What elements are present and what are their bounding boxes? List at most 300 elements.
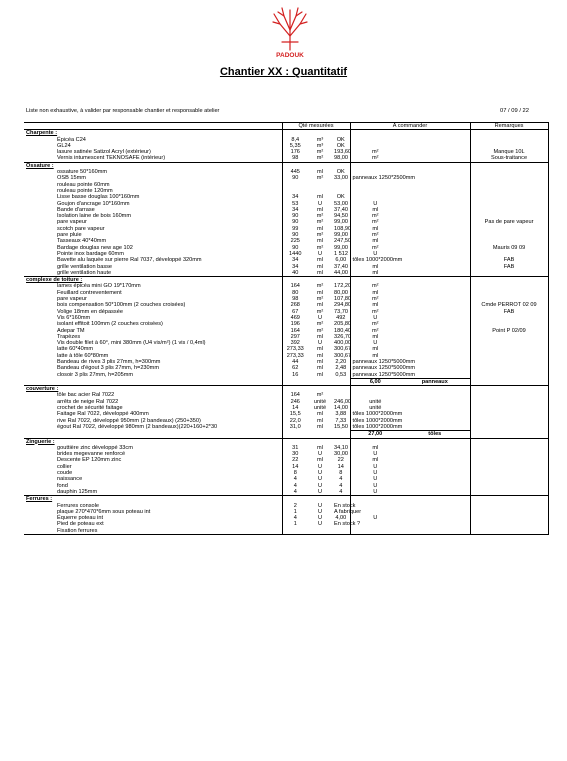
qty-unit: ml [317,457,323,464]
item-label: Bavette alu laquée sur pierre Ral 7037, développé 320mm [57,257,202,264]
order-value: tôles 1000*2000mm [350,418,400,424]
qty-unit: ml [317,358,323,365]
qty-value: 15,5 [282,411,308,417]
item-label: Fixation ferrures [24,528,282,535]
item-label: latte 60*40mm [57,346,94,353]
qty-unit: U [317,314,323,321]
order-unit [400,424,470,431]
table-row [24,372,548,379]
item-label: Goujon d'ancrage 10*160mm [57,200,130,207]
qty-extra: 326,70 [334,333,352,340]
qty-unit [308,528,332,535]
qty-unit: unité [313,398,327,405]
qty-unit: ml [317,365,323,372]
table-header [24,123,548,130]
qty-unit: m² [316,308,324,315]
qty-unit: U [317,488,323,495]
order-value: m² [350,219,400,225]
remark [470,270,548,277]
qty-unit: m² [316,296,324,303]
remark: FAB [470,309,548,315]
qty-extra: 193,60 [334,149,352,156]
qty-unit: U [317,508,323,515]
qty-value: 53 [282,201,308,207]
order-value: ml [350,270,400,277]
item-label: gouttière zinc développé 33cm [57,444,133,451]
section-title: Ossature : [24,162,282,169]
order-value: m² [350,321,400,327]
order-value: U [350,483,400,489]
qty-extra: 247,50 [334,238,352,245]
total-row [24,431,548,438]
qty-extra: 14,00 [334,405,348,412]
qty-value: 34 [282,257,308,263]
qty-extra: 492 [336,314,346,321]
qty-value: 225 [282,238,308,244]
section-header [24,162,548,169]
qty-value: 80 [282,290,308,296]
qty-unit: U [317,521,323,528]
item-label: Pointe inox bardage 60mm [57,250,124,257]
order-value: unité [350,399,400,405]
item-label: Volige 18mm en dépassée [57,308,123,315]
order-value: U [350,470,400,476]
item-label: rouleau pointe 60mm [57,181,110,188]
total-value: 6,00 [350,378,400,385]
item-label: GL24 [57,142,71,149]
qty-value: 196 [282,321,308,327]
qty-value: 164 [282,328,308,334]
order-value: tôles 1000*2000mm [350,257,400,263]
order-value: panneaux 1250*2500mm [350,175,400,181]
qty-extra: OK [336,136,345,143]
qty-value: 246 [282,399,308,405]
section-header [24,277,548,284]
qty-value: 99 [282,226,308,232]
table-row [24,528,548,535]
item-label: dauphin 125mm [57,488,98,495]
item-label: Vis 6*160mm [57,314,91,321]
qty-value: 14 [282,405,308,411]
qty-value: 1 [282,509,308,515]
qty-value: 164 [282,283,308,289]
qty-value: 8 [282,470,308,476]
qty-extra: OK [336,194,345,201]
remark [470,528,548,535]
qty-unit: U [317,502,323,509]
qty-unit: unité [313,405,327,412]
total-unit: tôles [400,431,470,438]
qty-value: 90 [282,213,308,219]
table-row [24,155,548,162]
header-order: A commander [350,123,470,130]
qty-value: 90 [282,232,308,238]
remark [470,424,548,431]
qty-extra: 99,00 [334,219,348,226]
date-text: 07 / 09 / 22 [500,108,530,114]
item-label: Tasseaux 40*40mm [57,238,107,245]
item-label: Bande d'arrase [57,206,95,213]
qty-unit: m² [316,213,324,220]
qty-value: 34 [282,194,308,200]
qty-extra: 108,90 [334,225,352,232]
qty-unit: m² [316,283,324,290]
item-label: Vernis intumescent TEKNOSAFE (intérieur) [57,155,166,162]
qty-unit: U [317,515,323,522]
qty-extra: 246,00 [334,398,352,405]
section-title: Charpente : [24,130,282,137]
qty-value: 16 [282,372,308,379]
qty-extra: 180,40 [334,327,352,334]
qty-value: 4 [282,489,308,496]
item-label: latte à tôle 60*80mm [57,352,109,359]
qty-value: 1440 [282,251,308,257]
order-value: ml [350,334,400,340]
qty-extra: 4 [339,476,343,483]
qty-value: 90 [282,245,308,251]
remark: Mauris 09 09 [470,245,548,251]
qty-unit: U [317,451,323,458]
qty-extra: 44,00 [334,269,348,276]
qty-unit: ml [317,269,323,276]
qty-value: 90 [282,219,308,225]
qty-value: 22,0 [282,418,308,424]
remark [470,372,548,379]
qty-unit: ml [317,417,323,424]
order-value: m² [350,328,400,334]
qty-value: 98 [282,296,308,302]
qty-value: 469 [282,315,308,321]
item-label: naissance [57,476,83,483]
qty-value: 62 [282,365,308,371]
qty-unit: ml [317,238,323,245]
order-value: panneaux 1250*5000mm [350,359,400,365]
order-value: U [350,315,400,321]
section-title: couverture : [24,386,282,393]
remark: FAB [470,257,548,263]
order-value: ml [350,207,400,213]
qty-extra: 4 [339,482,343,489]
order-value: U [350,476,400,482]
qty-extra: 205,80 [334,321,352,328]
qty-unit: ml [317,302,323,309]
order-value: U [350,451,400,457]
qty-unit: m³ [316,136,324,143]
item-label: Équerre poteau int [57,515,104,522]
qty-extra: 0,53 [335,371,347,378]
order-value: m² [350,245,400,251]
order-value: ml [350,457,400,463]
order-unit [400,270,470,277]
qty-extra: 80,00 [334,289,348,296]
qty-unit: ml [317,263,323,270]
section-header [24,438,548,445]
item-label: crochet de sécurité faitage [57,405,123,412]
qty-value: 5,35 [282,143,308,149]
qty-extra: 3,88 [335,411,347,418]
qty-unit: m² [316,321,324,328]
order-value: ml [350,353,400,359]
order-value: ml [350,445,400,451]
item-label: Lisse basse douglas 100*160mm [57,194,140,201]
qty-extra: 37,40 [334,206,348,213]
order-value: ml [350,226,400,232]
qty-extra: 53,00 [334,200,348,207]
padouk-logo [270,6,310,64]
order-unit [400,489,470,496]
qty-extra: 4 [339,488,343,495]
item-label: brides megevanne renforcé [57,451,126,458]
table-row [24,424,548,431]
qty-unit: m² [316,392,324,399]
qty-value: 2 [282,503,308,509]
item-label: Isolation laine de bois 160mm [57,213,132,220]
remark: Manque 10L [470,149,548,155]
qty-value: 297 [282,334,308,340]
qty-extra: 300,67 [334,346,352,353]
order-value: U [350,201,400,207]
qty-extra: 300,67 [334,352,352,359]
section-title: Ferrures : [24,496,282,503]
qty-extra: 400,00 [334,340,352,347]
order-value: m² [350,149,400,155]
item-label: pare vapeur [57,296,87,303]
item-label: grille ventilation haute [57,269,112,276]
item-label: collier [57,463,72,470]
item-label: Bardage douglas new age 102 [57,244,133,251]
qty-value: 31,0 [282,424,308,431]
qty-value: 273,33 [282,346,308,352]
order-value: U [350,489,400,496]
qty-value: 44 [282,359,308,365]
order-value: U [350,251,400,257]
qty-unit: ml [317,333,323,340]
order-value: U [350,340,400,346]
item-label: égout Ral 7022, développé 980mm (2 bandeaux)(220+160+2*30 [57,424,218,431]
item-label: isolant effitoit 100mm (2 couches croisées) [57,321,163,328]
qty-value: 67 [282,309,308,315]
remark: Point P 02/09 [470,328,548,334]
section-header [24,496,548,503]
order-value: m² [350,309,400,315]
order-value: m² [350,296,400,302]
qty-value: 30 [282,451,308,457]
item-label: ossature 50*160mm [57,169,108,176]
qty-unit: m² [316,232,324,239]
order-value: m² [350,213,400,219]
qty-unit: ml [317,225,323,232]
item-label: lasure satinée Satizol Acryl (extérieur) [57,149,151,156]
item-label: Bandeau de rives 3 plis 27mm, h=300mm [57,358,161,365]
item-label: pare vapeur [57,219,87,226]
order-value: tôles 1000*2000mm [350,411,400,417]
qty-unit: ml [317,411,323,418]
order-value: unité [350,405,400,411]
order-value: m² [350,283,400,289]
qty-unit: m² [316,219,324,226]
qty-extra: 15,50 [334,424,348,431]
qty-value: 22 [282,457,308,463]
order-value: ml [350,238,400,244]
qty-value: 4 [282,483,308,489]
total-value: 27,00 [350,431,400,438]
item-label: pare pluie [57,232,82,239]
qty-value: 4 [282,476,308,482]
qty-extra: 6,00 [335,257,347,264]
order-value: ml [350,290,400,296]
qty-value: 273,33 [282,353,308,359]
qty-unit: U [317,476,323,483]
qty-value: 164 [282,392,308,398]
qty-value: 268 [282,302,308,308]
qty-unit: m³ [316,142,324,149]
section-header [24,130,548,137]
section-title: Zinguerie : [24,438,282,445]
section-title: complexe de toiture : [24,277,282,284]
qty-unit: ml [317,257,323,264]
qty-extra: 294,80 [334,302,352,309]
qty-extra: 107,80 [334,296,352,303]
order-value: tôles 1000*2000mm [350,424,400,431]
remark: Cmde PERROT 02 09 [470,302,548,308]
header-remarks: Remarques [470,123,548,130]
qty-unit: m² [316,244,324,251]
remark: Pas de pare vapeur [470,219,548,225]
qty-value: 176 [282,149,308,155]
qty-extra: 7,33 [335,417,347,424]
item-label: arrêts de neige Ral 7022 [57,398,119,405]
order-value: panneaux 1250*5000mm [350,365,400,371]
item-label: closoir 3 plis 27mm, h=205mm [57,371,134,378]
qty-extra: 33,00 [334,175,348,182]
qty-extra: 8 [339,470,343,477]
qty-unit: U [317,250,323,257]
item-label: grille ventilation basse [57,263,113,270]
item-label: Feuillard contreventement [57,289,122,296]
qty-extra: 94,50 [334,213,348,220]
item-label: coude [57,470,73,477]
header-qty: Qté mesurées [282,123,350,130]
order-value: m² [350,155,400,162]
item-label: Bandeau d'égout 3 plis 27mm, h=230mm [57,365,159,372]
qty-unit: U [317,340,323,347]
qty-extra: 98,00 [334,155,348,162]
qty-unit: m² [316,149,324,156]
order-value: m² [350,232,400,238]
qty-unit: U [317,470,323,477]
qty-unit: m² [316,327,324,334]
qty-value: 445 [282,169,308,175]
total-row [24,378,548,385]
order-unit [400,528,470,535]
item-label: OSB 15mm [57,175,86,182]
qty-unit: ml [317,346,323,353]
section-header [24,386,548,393]
qty-unit: m² [316,155,324,162]
remark: Sous-traitance [470,155,548,162]
item-label: fond [57,482,68,489]
qty-extra: En stock [334,502,356,509]
qty-unit: ml [317,289,323,296]
order-value: U [350,464,400,470]
item-label: rive Ral 7022, développé 950mm (2 bandeaux) (250+350) [57,417,201,424]
qty-extra: 99,00 [334,232,348,239]
qty-extra: 1 512 [334,250,348,257]
note-text: Liste non exhaustive, à valider par responsable chantier et responsable atelier [26,108,220,114]
qty-value [282,528,308,535]
qty-unit: m² [316,175,324,182]
qty-unit: U [317,200,323,207]
order-value: ml [350,302,400,308]
order-value [350,528,400,535]
qty-extra: 2,20 [335,358,347,365]
item-label: Vis double filet à 60°, mini 380mm (U4 vis/m²) (1 vis / 0,4ml) [57,340,206,347]
qty-value: 34 [282,207,308,213]
item-label: bois compensation 50*100mm (2 couches croisées) [57,302,186,309]
qty-value: 40 [282,270,308,277]
qty-extra: 22 [337,457,344,464]
qty-unit: U [317,482,323,489]
qty-extra: 30,00 [334,451,348,458]
qty-unit: ml [317,206,323,213]
item-label: Adepar TM [57,327,85,334]
qty-extra: 14 [337,463,344,470]
qty-value: 90 [282,175,308,181]
qty-extra: OK [336,169,345,176]
qty-unit: ml [317,352,323,359]
qty-extra: OK [336,142,345,149]
qty-extra: 99,00 [334,244,348,251]
qty-extra: A fabriquer [334,508,362,515]
qty-value: 14 [282,464,308,470]
remark [470,489,548,496]
qty-extra [332,528,350,535]
item-label: plaque 270*470*6mm sous poteau int [57,508,151,515]
item-label: rouleau pointe 120mm [57,187,113,194]
qty-unit: ml [317,444,323,451]
qty-value: 34 [282,264,308,270]
item-label: Ferrures console [57,502,99,509]
qty-value: 4 [282,515,308,521]
quantity-table [24,122,549,535]
qty-unit: ml [317,424,323,431]
qty-unit: ml [317,371,323,378]
order-value: panneaux 1250*5000mm [350,372,400,379]
qty-extra: 34,10 [334,444,348,451]
order-value: ml [350,346,400,352]
order-value: U [350,515,400,521]
item-label: tôle bac acier Ral 7022 [57,392,115,399]
table-row [24,270,548,277]
total-unit: panneaux [400,378,470,385]
item-label: Pied de poteau ext [57,521,104,528]
qty-value: 98 [282,155,308,162]
table-row [24,489,548,496]
qty-extra: 172,20 [334,283,352,290]
item-label: Épicéa C24 [57,136,86,143]
qty-value: 8,4 [282,137,308,143]
qty-unit: U [317,463,323,470]
remark: FAB [470,264,548,270]
qty-unit: ml [317,194,323,201]
tree-logo-icon [270,6,310,52]
item-label: Descente EP 120mm zinc [57,457,122,464]
qty-extra: En stock ? [334,521,361,528]
qty-value: 392 [282,340,308,346]
item-label: scotch pare vapeur [57,225,105,232]
qty-value: 31 [282,445,308,451]
qty-value: 1 [282,521,308,527]
